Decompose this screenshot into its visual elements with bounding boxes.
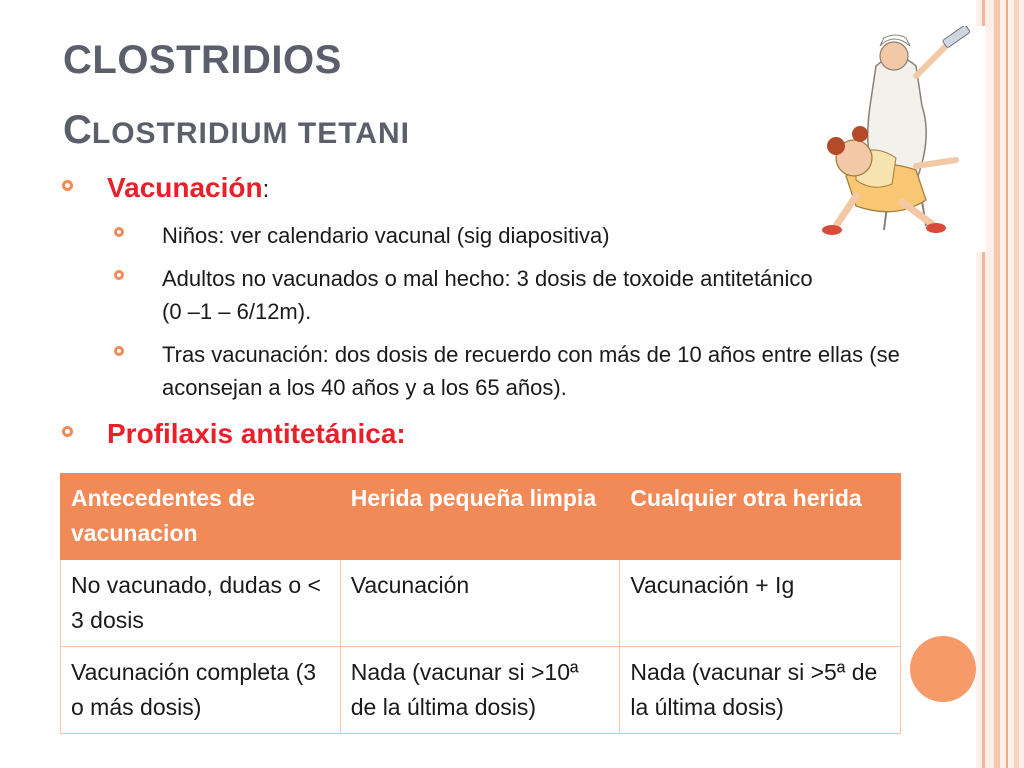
slide-title: CLOSTRIDIOS: [63, 38, 342, 82]
table-cell: Vacunación: [340, 560, 620, 647]
table-cell: Vacunación completa (3 o más dosis): [61, 647, 341, 734]
vacunacion-colon: :: [262, 176, 270, 203]
ring-bullet-icon: [114, 346, 124, 356]
vacunacion-label: Vacunación: [107, 172, 263, 203]
decorative-circle: [910, 636, 976, 702]
table-row: [61, 647, 901, 734]
sub-bullet-ninos: [114, 219, 834, 252]
header-antecedentes: Antecedentes de vacunacion: [61, 474, 341, 560]
sub-bullet-adultos: [114, 262, 834, 328]
table-cell: Nada (vacunar si >5ª de la última dosis): [620, 647, 901, 734]
table-cell: Nada (vacunar si >10ª de la última dosis): [340, 647, 620, 734]
table-row: [61, 560, 901, 647]
sub-bullet-text: Tras vacunación: dos dosis de recuerdo con más de 10 años entre ellas (se aconsejan a los 40 años y a los 65 años).: [162, 342, 900, 400]
table-cell: Vacunación + Ig: [620, 560, 901, 647]
profilaxis-label: Profilaxis antitetánica:: [107, 418, 406, 449]
subtitle-initial: C: [63, 108, 92, 152]
ring-bullet-icon: [62, 426, 73, 437]
sub-bullet-tras-vacunacion: [114, 338, 914, 404]
slide-subtitle: [63, 108, 410, 153]
ring-bullet-icon: [62, 180, 73, 191]
sub-bullet-text: Niños: ver calendario vacunal (sig diapositiva): [162, 223, 610, 248]
ring-bullet-icon: [114, 270, 124, 280]
header-herida-pequena: Herida pequeña limpia: [340, 474, 620, 560]
subtitle-rest: LOSTRIDIUM TETANI: [91, 117, 410, 150]
profilaxis-table: [60, 473, 901, 734]
table-cell: No vacunado, dudas o < 3 dosis: [61, 560, 341, 647]
table-header-row: [61, 474, 901, 560]
header-otra-herida: Cualquier otra herida: [620, 474, 901, 560]
sub-bullet-text: Adultos no vacunados o mal hecho: 3 dosis de toxoide antitetánico (0 –1 – 6/12m).: [162, 266, 813, 324]
ring-bullet-icon: [114, 227, 124, 237]
bullet-vacunacion: [62, 172, 269, 204]
bullet-profilaxis: [62, 418, 406, 450]
